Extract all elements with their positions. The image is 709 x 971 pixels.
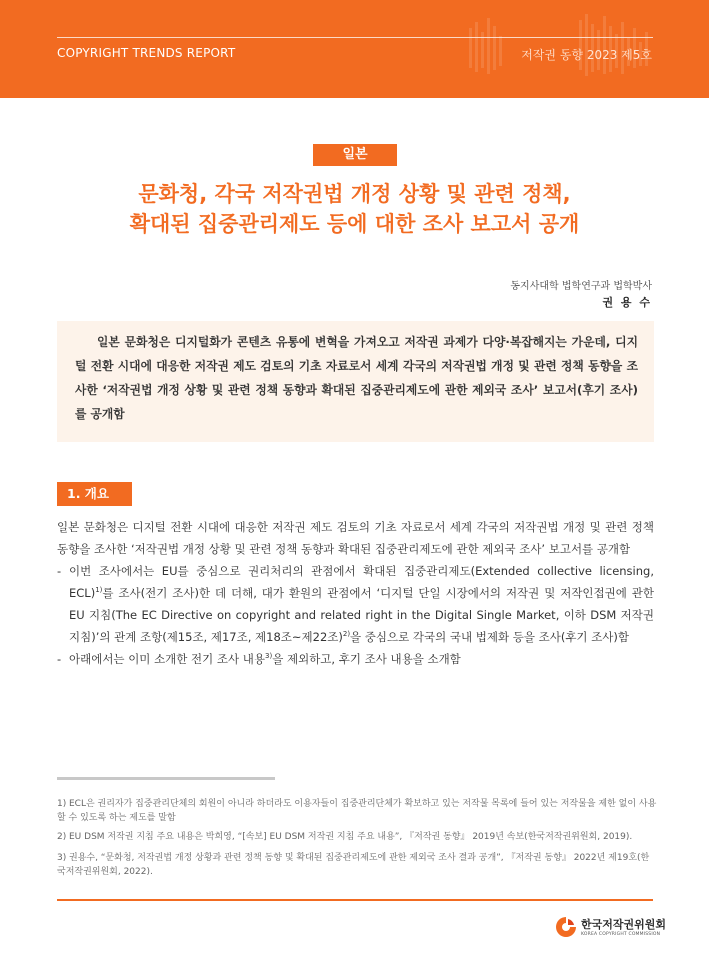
footnote-number: 3) <box>57 853 67 863</box>
article-title-line-1: 문화청, 각국 저작권법 개정 상황 및 관련 정책, <box>138 182 571 206</box>
header-rule <box>57 37 653 38</box>
list-dash: - <box>57 652 62 666</box>
report-series-title: COPYRIGHT TRENDS REPORT <box>57 46 236 60</box>
footnote <box>57 830 657 844</box>
commission-logo[interactable] <box>555 915 667 943</box>
footer-rule <box>57 899 653 901</box>
summary-text: 일본 문화청은 디지털화가 콘텐츠 유통에 변혁을 가져오고 저작권 과제가 다양·복잡해지는 가운데, 디지털 전환 시대에 대응한 저작권 제도 검토의 기초 자료로서 세계 각국의 저작권법 개정 및 관련 정책 동향을 조사한 ‘저작권법 개정 상황 및 관련 정책 동향과 확대된 집중관리제도에 관한 제외국 조사’ 보고서(후기 조사)를 공개함 <box>75 335 638 421</box>
page-header <box>0 0 709 98</box>
list-item <box>57 648 654 670</box>
summary-box <box>57 321 654 442</box>
list-text: 를 조사(전기 조사)한 데 더해, 대가 환원의 관점에서 ‘디지털 단일 시장에서의 저작권 및 저작인접권에 관한 EU 지침(The EC Directive on copyright and related right in the Digital Single Market, 이하 DSM 저작권 지침)’의 관계 조항(제15조, 제17조, 제18조~제22조) <box>69 586 654 644</box>
commission-english-name: KOREA COPYRIGHT COMMISSION <box>581 932 661 937</box>
footnote <box>57 797 657 825</box>
issue-label: 저작권 동향 2023 제5호 <box>521 48 652 62</box>
list-text: 을 제외하고, 후기 조사 내용을 소개함 <box>272 652 461 666</box>
section-body <box>57 516 654 670</box>
footnote-text: EU DSM 저작권 지침 주요 내용은 박희영, “[속보] EU DSM 저작권 지침 주요 내용”, 『저작권 동향』 2019년 속보(한국저작권위원회, 2019). <box>69 832 633 842</box>
commission-logo-icon <box>555 916 577 938</box>
footnote-text: 권용수, “문화청, 저작권법 개정 상황과 관련 정책 동향 및 확대된 집중관리제도에 관한 제외국 조사 결과 공개”, 『저작권 동향』 2022년 제19호(한국저작권위원회, 2022). <box>57 853 650 877</box>
country-tag: 일본 <box>313 144 397 166</box>
section-heading: 1. 개요 <box>57 482 132 506</box>
footnote <box>57 851 657 879</box>
footnote-ref[interactable]: 3) <box>265 652 273 660</box>
commission-name: 한국저작권위원회 <box>581 918 667 931</box>
list-text: 을 중심으로 각국의 국내 법제화 등을 조사(후기 조사)함 <box>350 630 630 644</box>
article-title-line-2: 확대된 집중관리제도 등에 대한 조사 보고서 공개 <box>129 212 580 236</box>
author-affiliation: 동지사대학 법학연구과 법학박사 <box>510 281 652 292</box>
author-name: 권 용 수 <box>602 296 652 309</box>
footnote-divider <box>57 777 275 780</box>
footnote-ref[interactable]: 2) <box>342 630 351 638</box>
list-dash: - <box>57 564 62 578</box>
list-text: 아래에서는 이미 소개한 전기 조사 내용 <box>69 652 266 666</box>
list-text: 이번 조사에서는 EU를 중심으로 권리처리의 관점에서 확대된 집중관리제도(Extended collective licensing, ECL) <box>69 564 654 600</box>
footnote-ref[interactable]: 1) <box>95 586 103 594</box>
intro-paragraph: 일본 문화청은 디지털 전환 시대에 대응한 저작권 제도 검토의 기초 자료로서 세계 각국의 저작권법 개정 및 관련 정책 동향을 조사한 ‘저작권법 개정 상황 및 관련 정책 동향과 확대된 집중관리제도에 관한 제외국 조사’ 보고서를 공개함 <box>57 520 654 556</box>
list-item <box>57 560 654 648</box>
footnote-text: ECL은 권리자가 집중관리단체의 회원이 아니라 하더라도 이용자들이 집중관리단체가 확보하고 있는 저작물 목록에 들어 있는 저작물을 제한 없이 사용할 수 있도록 하는 제도를 말함 <box>57 799 657 823</box>
footnote-number: 1) <box>57 799 67 809</box>
footnote-number: 2) <box>57 832 67 842</box>
